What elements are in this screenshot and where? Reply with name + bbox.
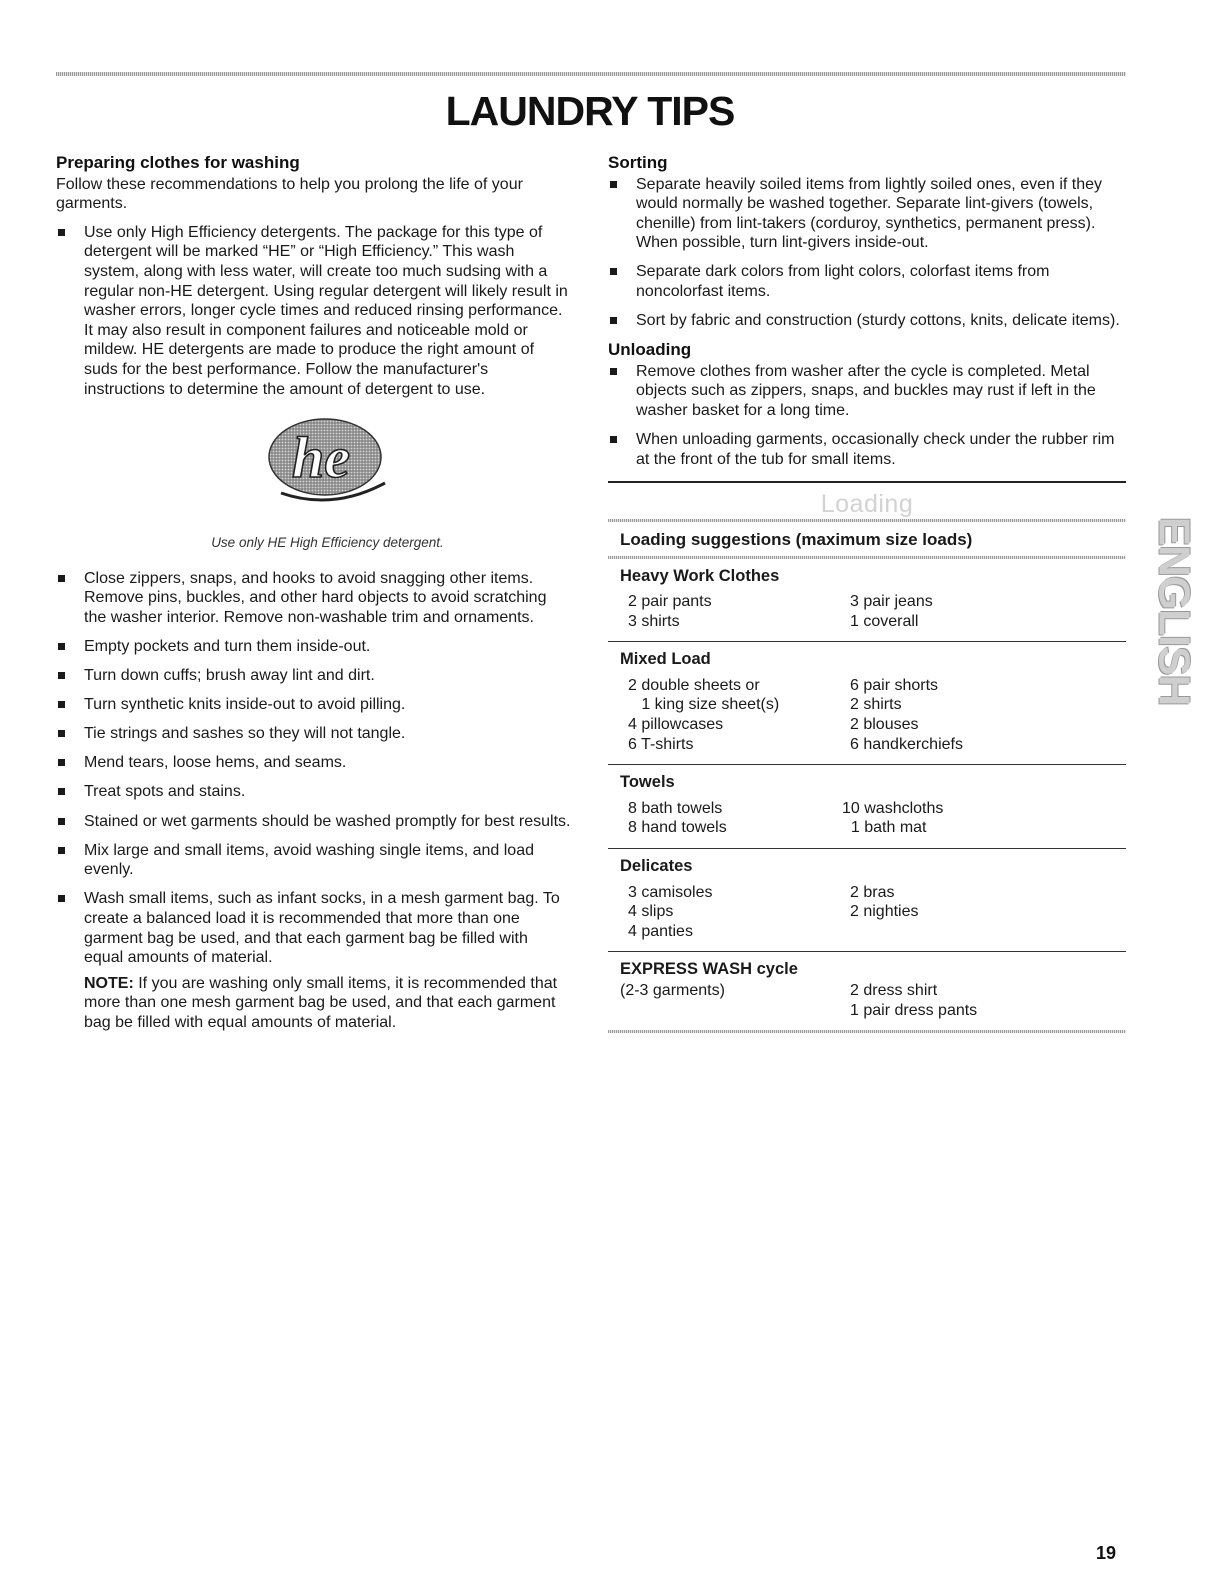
load-item: 4 slips [628, 903, 674, 921]
load-item: 1 pair dress pants [850, 1001, 978, 1019]
list-item: Remove clothes from washer after the cycle is completed. Metal objects such as zippers, snaps, and buckles may rust if left in the washer basket for a long time. [608, 362, 1126, 421]
load-item: 8 hand towels [628, 819, 727, 837]
load-item: 10 washcloths [842, 799, 944, 817]
load-item: 3 pair jeans [850, 593, 933, 611]
load-item: 8 bath towels [628, 799, 723, 817]
unloading-bullet-list [608, 362, 1126, 469]
he-bullet: Use only High Efficiency detergents. The package for this type of detergent will be marked “HE” or “High Efficiency.” This wash system, along with less water, will create too much sudsing with a regular non-HE detergent. Using regular detergent will likely result in washer errors, longer cycle times and reduced rinsing performance. It may also result in component failures and noticeable mold or mildew. HE detergents are made to produce the right amount of suds for the best performance. Follow the manufacturer's instructions to determine the amount of detergent to use. [56, 223, 571, 399]
list-item: Tie strings and sashes so they will not tangle. [56, 724, 571, 744]
load-item: 1 coverall [850, 612, 919, 630]
note [56, 974, 571, 1033]
list-item: Separate dark colors from light colors, colorfast items from noncolorfast items. [608, 262, 1126, 301]
list-item: When unloading garments, occasionally check under the rubber rim at the front of the tub for small items. [608, 430, 1126, 469]
load-item: 2 dress shirt [850, 982, 938, 999]
load-item: 2 blouses [850, 716, 919, 734]
note-label: NOTE: [84, 974, 134, 992]
list-item: Turn down cuffs; brush away lint and dirt. [56, 666, 571, 686]
top-rule [56, 72, 1126, 76]
load-item: (2-3 garments) [620, 982, 725, 999]
list-item: Separate heavily soiled items from lightly soiled ones, even if they would normally be washed together. Separate lint-givers (towels, chenille) from lint-takers (corduroy, synthetics, permanent press). When possible, turn lint-givers inside-out. [608, 175, 1126, 253]
he-caption: Use only HE High Efficiency detergent. [211, 535, 444, 551]
he-bullet-list [56, 223, 571, 399]
page-number: 19 [1096, 1543, 1117, 1563]
load-item: 2 nighties [850, 903, 919, 921]
load-item: 3 shirts [628, 612, 680, 630]
load-group-towels [608, 765, 1126, 848]
load-item: 1 king size sheet(s) [628, 696, 780, 714]
load-item: 2 pair pants [628, 593, 712, 611]
load-item: 1 bath mat [842, 819, 927, 837]
preparing-bullet-list [56, 569, 571, 968]
load-group-title: Heavy Work Clothes [620, 566, 780, 585]
list-item: Mix large and small items, avoid washing single items, and load evenly. [56, 841, 571, 880]
load-item: 2 bras [850, 883, 895, 901]
load-group-title: Delicates [620, 857, 693, 876]
loading-title: Loading [820, 490, 914, 519]
load-item: 3 camisoles [628, 883, 713, 901]
note-text: If you are washing only small items, it is recommended that more than one mesh garment bag be used, and that each garment bag be filled with equal amounts of material. [84, 974, 558, 1031]
load-item: 4 panties [628, 922, 693, 940]
he-logo-icon [263, 411, 393, 511]
sorting-heading: Sorting [608, 153, 668, 172]
list-item: Treat spots and stains. [56, 782, 571, 802]
load-group-delicates [608, 849, 1126, 951]
language-side-tab-label: ENGLISH [1149, 516, 1199, 706]
he-logo [56, 411, 571, 521]
list-item: Sort by fabric and construction (sturdy cottons, knits, delicate items). [608, 311, 1126, 331]
he-logo-text: he [291, 425, 350, 491]
language-side-tab [1149, 516, 1199, 706]
sorting-bullet-list [608, 175, 1126, 331]
list-item: Stained or wet garments should be washed promptly for best results. [56, 812, 571, 832]
load-item: 2 shirts [850, 696, 902, 714]
preparing-intro: Follow these recommendations to help you prolong the life of your garments. [56, 175, 523, 213]
load-group-heavy-work [608, 559, 1126, 642]
right-column [608, 153, 1126, 1033]
preparing-heading: Preparing clothes for washing [56, 153, 300, 172]
list-item: Close zippers, snaps, and hooks to avoid snagging other items. Remove pins, buckles, and other hard objects to avoid scratching the washer interior. Remove non-washable trim and ornaments. [56, 569, 571, 628]
left-column [56, 153, 571, 1033]
load-group-title: Mixed Load [620, 650, 711, 669]
load-group-title: EXPRESS WASH cycle [620, 960, 798, 979]
load-item: 4 pillowcases [628, 716, 724, 734]
load-group-title: Towels [620, 773, 675, 792]
load-group-mixed [608, 642, 1126, 764]
loading-suggestions-heading: Loading suggestions (maximum size loads) [620, 529, 973, 549]
load-item: 6 pair shorts [850, 676, 939, 694]
load-item: 2 double sheets or [628, 676, 760, 694]
divider [608, 481, 1126, 483]
list-item: Empty pockets and turn them inside-out. [56, 637, 571, 657]
list-item: Wash small items, such as infant socks, in a mesh garment bag. To create a balanced load it is recommended that more than one garment bag be used, and that each garment bag be filled with equal amounts of material. [56, 889, 571, 967]
load-item: 6 handkerchiefs [850, 735, 963, 753]
list-item: Mend tears, loose hems, and seams. [56, 753, 571, 773]
list-item: Turn synthetic knits inside-out to avoid pilling. [56, 695, 571, 715]
load-group-express-wash [608, 952, 1126, 1030]
unloading-heading: Unloading [608, 340, 692, 360]
load-item: 6 T-shirts [628, 735, 694, 753]
page-title: LAUNDRY TIPS [445, 88, 735, 134]
divider [608, 1030, 1126, 1033]
